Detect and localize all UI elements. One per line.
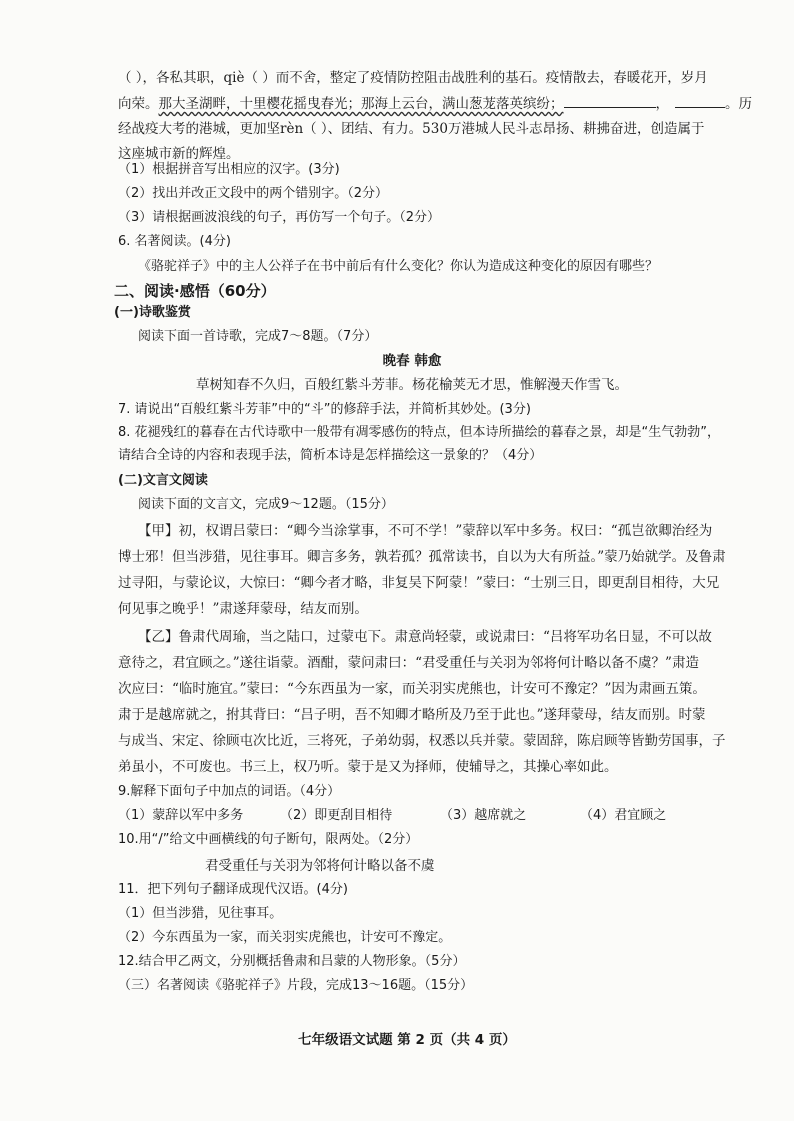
jia-line-4: 何见事之晚乎！”肃遂拜蒙母，结友而别。: [118, 601, 368, 617]
q6-text: 《骆驼祥子》中的主人公祥子在书中前后有什么变化？你认为造成这种变化的原因有哪些？: [138, 259, 659, 274]
yi-line-3: 次应曰：“临时施宜。”蒙曰：“今东西虽为一家，而关羽实虎熊也，计安可不豫定？”因为肃画五策。: [118, 681, 706, 697]
classical-intro: 阅读下面的文言文，完成9～12题。（15分）: [138, 497, 394, 512]
jia-line-3: 过寻阳，与蒙论议，大惊曰：“卿今者才略，非复吴下阿蒙！”蒙曰：“士别三日，即更刮目相待，大兄: [118, 575, 720, 591]
poetry-part-title: (一)诗歌鉴赏: [114, 305, 191, 320]
yi-line-5: 与成当、宋定、徐顾屯次比近，三将死，子弟幼弱，权悉以兵并蒙。蒙固辞，陈启顾等皆勤劳国事，子: [118, 733, 726, 749]
passage-line-1: （ ），各私其职，qiè（ ）而不舍，整定了疫情防控阻击战胜利的基石。疫情散去，春暖花开，岁月: [118, 70, 708, 86]
passage-line-2-start: 向荣。: [118, 96, 159, 112]
section-2-title: 二、阅读·感悟（60分）: [114, 282, 276, 300]
q8-line-2: 请结合全诗的内容和表现手法，简析本诗是怎样描绘这一景象的？（4分）: [118, 448, 543, 463]
q11-sentence-2: （2）今东西虽为一家，而关羽实虎熊也，计安可不豫定。: [118, 930, 452, 945]
q9-options: [0, 806, 794, 826]
poem-intro: 阅读下面一首诗歌，完成7～8题。（7分）: [138, 329, 378, 344]
q9-option-1: （1）蒙辞以军中多务: [118, 808, 244, 823]
q7: 7. 请说出“百般红紫斗芳菲”中的“斗”的修辞手法，并简析其妙处。(3分): [118, 402, 531, 417]
poem-body: 草树知春不久归，百般红紫斗芳菲。杨花榆荚无才思，惟解漫天作雪飞。: [196, 377, 628, 393]
q6-title: 6. 名著阅读。(4分): [118, 234, 231, 249]
wavy-sentence: 那大圣湖畔，十里樱花摇曳春光；那海上云台，满山葱茏落英缤纷；: [158, 96, 564, 112]
yi-line-2: 意待之，君宜顾之。”遂往诣蒙。酒酣，蒙问肃曰：“君受重任与关羽为邻将何计略以备不虞？”肃造: [118, 655, 699, 671]
q12: 12.结合甲乙两文，分别概括鲁肃和吕蒙的人物形象。（5分）: [118, 954, 466, 969]
q11-sentence-1: （1）但当涉猎，见往事耳。: [118, 906, 283, 921]
jia-line-2: 博士邪！但当涉猎，见往事耳。卿言多务，孰若孤？孤常读书，自以为大有所益。”蒙乃始就学。及鲁肃: [118, 549, 726, 565]
q9-option-4: （4）君宜顾之: [580, 808, 667, 823]
q11-title: 11．把下列句子翻译成现代汉语。(4分): [118, 882, 348, 897]
poem-title: 晚春 韩愈: [382, 353, 442, 369]
answer-blank-1[interactable]: [564, 95, 656, 108]
passage-line-3: 经战疫大考的港城，更加坚rèn（ ）、团结、有力。530万港城人民斗志昂扬、耕拂奋进，创造属于: [118, 121, 705, 137]
passage-line-2: [0, 94, 794, 114]
passage-line-4: 这座城市新的辉煌。: [118, 146, 240, 162]
q8-line-1: 8. 花褪残红的暮春在古代诗歌中一般带有凋零感伤的特点，但本诗所描绘的暮春之景，却是“生气勃勃”，: [118, 425, 721, 440]
page-footer: 七年级语文试题 第 2 页（共 4 页）: [298, 1032, 516, 1048]
yi-line-1: 【乙】鲁肃代周瑜，当之陆口，过蒙屯下。肃意尚轻蒙，或说肃曰：“吕将军功名日显，不可以故: [138, 629, 712, 645]
yi-line-6: 弟虽小，不可废也。书三上，权乃听。蒙于是又为择师，使辅导之，其操心率如此。: [118, 759, 618, 775]
q10-sentence: 君受重任与关羽为邻将何计略以备不虞: [205, 858, 435, 874]
q5-sub-1: （1）根据拼音写出相应的汉字。(3分): [118, 162, 340, 177]
classical-part-title: (二)文言文阅读: [118, 473, 208, 488]
q9-option-3: （3）越席就之: [440, 808, 527, 823]
q9-title: 9.解释下面句子中加点的词语。（4分）: [118, 784, 341, 799]
answer-blank-2[interactable]: [675, 95, 725, 108]
q9-option-2: （2）即更刮目相待: [280, 808, 393, 823]
jia-line-1: 【甲】初，权谓吕蒙曰：“卿今当涂掌事，不可不学！”蒙辞以军中多务。权曰：“孤岂欲卿治经为: [138, 523, 713, 539]
passage-line-2-end: 。历: [725, 96, 752, 112]
blank-separator: ，: [655, 96, 669, 112]
q5-sub-2: （2）找出并改正文段中的两个错别字。（2分）: [118, 186, 389, 201]
q5-sub-3: （3）请根据画波浪线的句子，再仿写一个句子。（2分）: [118, 210, 441, 225]
famous-book-part-title: （三）名著阅读《骆驼祥子》片段，完成13～16题。（15分）: [118, 978, 474, 993]
yi-line-4: 肃于是越席就之，拊其背曰：“吕子明，吾不知卿才略所及乃至于此也。”遂拜蒙母，结友而别。时蒙: [118, 707, 706, 723]
q10-title: 10.用“/”给文中画横线的句子断句，限两处。（2分）: [118, 832, 419, 847]
